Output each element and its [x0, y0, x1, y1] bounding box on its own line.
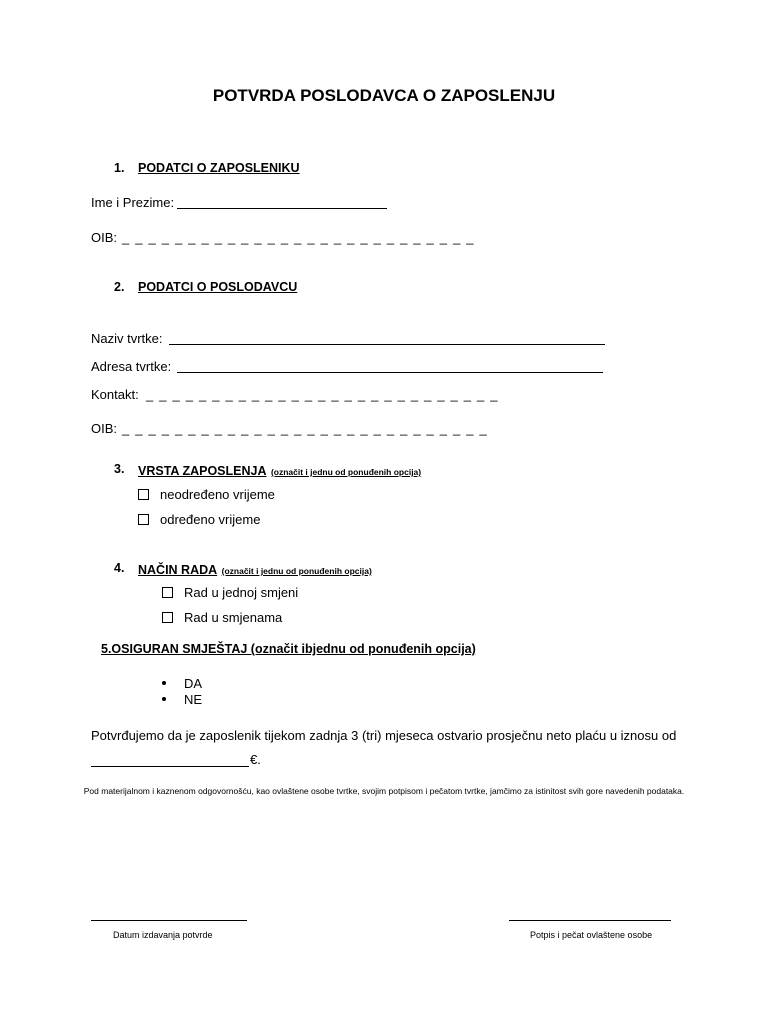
document-title: POTVRDA POSLODAVCA O ZAPOSLENJU	[212, 86, 556, 105]
section-4-heading-row	[138, 561, 372, 579]
bullet-icon	[162, 697, 166, 701]
bullet-icon	[162, 681, 166, 685]
section-5-heading: 5.OSIGURAN SMJEŠTAJ (označit ibjednu od ponuđenih opcija)	[101, 642, 476, 656]
option-label: Rad u smjenama	[184, 610, 283, 625]
employee-oib-label: OIB:	[91, 230, 118, 245]
option-shift-work[interactable]	[162, 610, 282, 625]
company-contact-label: Kontakt:	[91, 387, 139, 402]
option-yes[interactable]	[162, 676, 202, 691]
option-label: NE	[184, 692, 203, 707]
option-label: Rad u jednoj smjeni	[184, 585, 299, 600]
checkbox-icon[interactable]	[162, 612, 173, 623]
section-4-heading: NAČIN RADA	[138, 563, 218, 577]
section-4-hint: (označit i jednu od ponuđenih opcija)	[221, 566, 372, 576]
checkbox-icon[interactable]	[138, 489, 149, 500]
section-2-number: 2.	[114, 280, 125, 294]
employee-name-label: Ime i Prezime:	[91, 195, 175, 210]
company-name-label: Naziv tvrtke:	[91, 331, 163, 346]
section-3-hint: (označit i jednu od ponuđenih opcija)	[270, 467, 422, 477]
company-oib-label: OIB:	[91, 421, 118, 436]
company-address-label: Adresa tvrtke:	[91, 359, 172, 374]
section-4-number: 4.	[114, 561, 125, 575]
section-2-heading: PODATCI O POSLODAVCU	[138, 280, 298, 294]
signature-label: Potpis i pečat ovlaštene osobe	[530, 930, 653, 940]
company-oib-field[interactable]: _ _ _ _ _ _ _ _ _ _ _ _ _ _ _ _ _ _ _ _ _ _ _ _ _ _ _ _	[122, 421, 488, 436]
option-label: neodređeno vrijeme	[160, 487, 275, 502]
signature-field[interactable]	[509, 920, 671, 921]
issue-date-field[interactable]	[91, 920, 247, 921]
issue-date-label: Datum izdavanja potvrde	[113, 930, 213, 940]
option-fixed-term[interactable]	[138, 512, 260, 527]
currency-symbol: €.	[250, 752, 261, 767]
option-no[interactable]	[162, 692, 202, 707]
employee-name-field[interactable]	[177, 208, 387, 209]
section-1-number: 1.	[114, 161, 125, 175]
section-3-heading: VRSTA ZAPOSLENJA	[138, 464, 267, 478]
employee-oib-field[interactable]: _ _ _ _ _ _ _ _ _ _ _ _ _ _ _ _ _ _ _ _ _ _ _ _ _ _ _	[122, 230, 475, 245]
salary-amount-field[interactable]	[91, 766, 249, 767]
option-indefinite-term[interactable]	[138, 487, 275, 502]
section-1-heading: PODATCI O ZAPOSLENIKU	[138, 161, 300, 175]
checkbox-icon[interactable]	[162, 587, 173, 598]
company-address-field[interactable]	[177, 372, 603, 373]
checkbox-icon[interactable]	[138, 514, 149, 525]
section-3-number: 3.	[114, 462, 125, 476]
section-3-heading-row	[138, 462, 421, 480]
company-contact-field[interactable]: _ _ _ _ _ _ _ _ _ _ _ _ _ _ _ _ _ _ _ _ _ _ _ _ _ _ _	[146, 387, 499, 402]
option-label: određeno vrijeme	[160, 512, 261, 527]
company-name-field[interactable]	[169, 344, 605, 345]
option-single-shift[interactable]	[162, 585, 298, 600]
salary-statement: Potvrđujemo da je zaposlenik tijekom zadnja 3 (tri) mjeseca ostvario prosječnu neto plaću u iznosu od	[91, 728, 677, 743]
option-label: DA	[184, 676, 203, 691]
liability-note: Pod materijalnom i kaznenom odgovornošću, kao ovlaštene osobe tvrtke, svojim potpisom i pečatom tvrtke, jamčimo za istinitost svih gore navedenih podataka.	[83, 786, 685, 796]
